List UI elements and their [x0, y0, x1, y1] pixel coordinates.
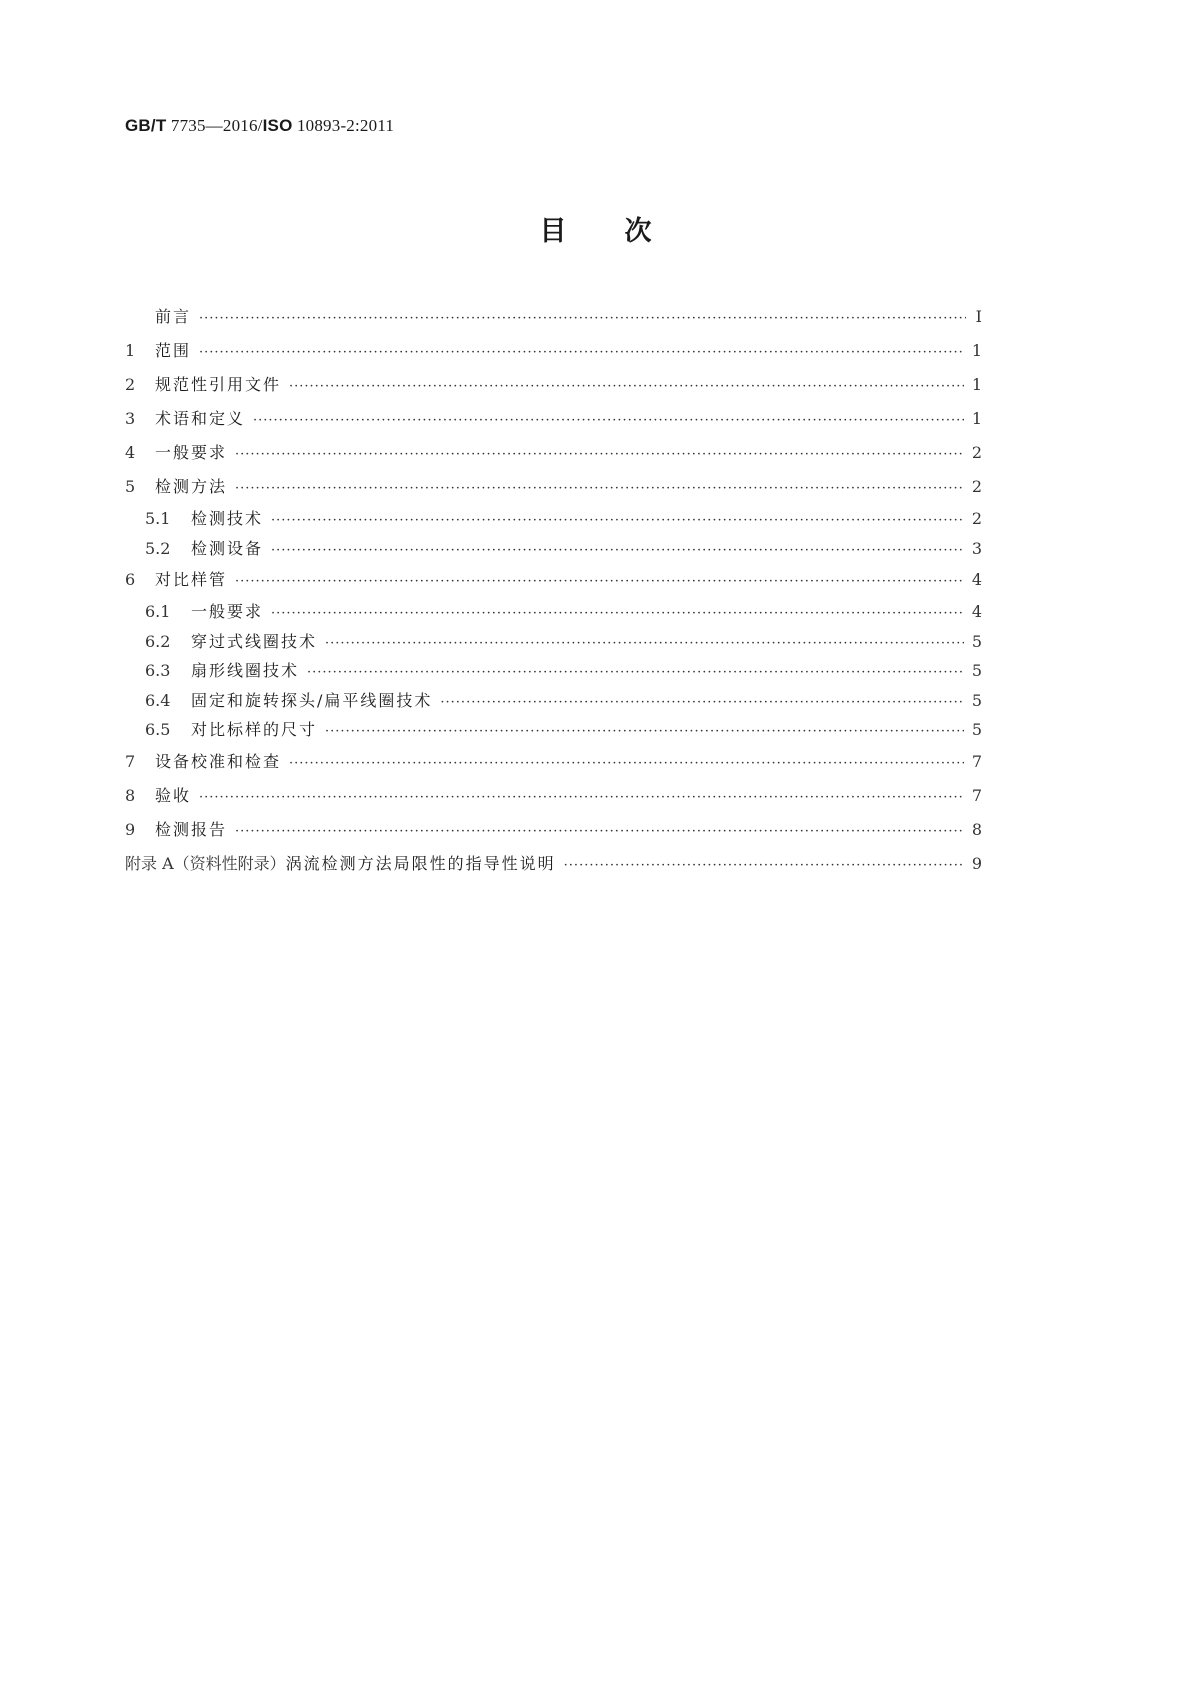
toc-entry-number: 6.5	[145, 720, 171, 739]
toc-entry[interactable]	[125, 745, 982, 779]
toc-entry-page: 4	[971, 602, 982, 621]
toc-entry[interactable]	[125, 563, 982, 597]
toc-entry-number: 2	[125, 375, 136, 394]
toc-dot-leader	[289, 747, 964, 781]
document-code	[125, 116, 394, 136]
doc-code-gb-number: 7735—2016/	[166, 116, 263, 135]
doc-code-iso: ISO	[262, 116, 293, 135]
toc-entry-number: 3	[125, 409, 136, 428]
toc-entry[interactable]	[125, 656, 982, 686]
toc-entry-page: 5	[971, 631, 982, 651]
toc-entry-page: 1	[971, 375, 982, 394]
toc-dot-leader	[199, 336, 964, 370]
toc-entry[interactable]	[125, 504, 982, 534]
toc-entry-page: 5	[971, 661, 982, 680]
table-of-contents	[125, 300, 982, 881]
toc-entry-number: 5	[125, 477, 136, 496]
toc-dot-leader	[235, 815, 964, 849]
toc-entry-number: 附录 A（资料性附录）	[125, 853, 286, 873]
toc-dot-leader	[307, 658, 964, 688]
toc-entry[interactable]	[125, 300, 982, 334]
toc-entry[interactable]	[125, 627, 982, 657]
toc-entry-label: 前言	[155, 307, 192, 326]
toc-entry-label: 验收	[155, 785, 192, 805]
toc-entry[interactable]	[125, 334, 982, 368]
toc-entry[interactable]	[125, 534, 982, 564]
toc-entry-number: 1	[125, 341, 136, 360]
toc-entry-page: 9	[971, 853, 982, 873]
toc-entry-label: 规范性引用文件	[155, 375, 282, 394]
toc-entry-number: 6.3	[145, 661, 171, 680]
toc-dot-leader	[289, 370, 964, 404]
toc-entry-label: 范围	[155, 341, 192, 360]
toc-entry-page: 2	[971, 443, 982, 462]
toc-dot-leader	[440, 688, 963, 718]
toc-entry-number: 6.2	[145, 631, 171, 651]
toc-entry-number: 5.2	[145, 538, 171, 558]
toc-entry[interactable]	[125, 779, 982, 813]
toc-entry-page: 2	[971, 509, 982, 528]
toc-entry[interactable]	[125, 402, 982, 436]
toc-entry-page: 3	[971, 538, 982, 558]
toc-dot-leader	[271, 506, 964, 536]
toc-dot-leader	[235, 438, 964, 472]
toc-entry-label: 检测设备	[191, 538, 264, 558]
toc-dot-leader	[199, 302, 966, 336]
toc-dot-leader	[235, 472, 964, 506]
toc-entry-label: 对比标样的尺寸	[191, 720, 318, 739]
toc-entry-page: Ⅰ	[975, 307, 982, 326]
toc-dot-leader	[325, 629, 964, 659]
toc-dot-leader	[271, 599, 964, 629]
toc-entry-page: 5	[971, 690, 982, 710]
toc-entry-label: 检测报告	[155, 819, 228, 839]
doc-code-gb: GB/T	[125, 116, 167, 135]
toc-dot-leader	[235, 565, 964, 599]
toc-entry-page: 1	[971, 341, 982, 360]
toc-entry-number: 9	[125, 819, 136, 839]
toc-entry[interactable]	[125, 715, 982, 745]
toc-entry-label: 一般要求	[191, 602, 264, 621]
toc-entry[interactable]	[125, 813, 982, 847]
toc-entry-label: 设备校准和检查	[155, 751, 282, 771]
toc-entry-page: 2	[971, 477, 982, 496]
toc-dot-leader	[253, 404, 964, 438]
toc-entry-page: 7	[971, 751, 982, 771]
doc-code-iso-number: 10893-2:2011	[292, 116, 395, 135]
toc-entry-number: 5.1	[145, 509, 171, 528]
toc-entry-page: 8	[971, 819, 982, 839]
toc-entry-label: 一般要求	[155, 443, 228, 462]
toc-entry-page: 5	[971, 720, 982, 739]
toc-entry-number: 4	[125, 443, 136, 462]
toc-entry-label: 检测技术	[191, 509, 264, 528]
toc-entry-page: 7	[971, 785, 982, 805]
page-title: 目次	[539, 216, 710, 247]
toc-entry-label: 术语和定义	[155, 409, 246, 428]
toc-entry-number: 6	[125, 570, 136, 589]
toc-dot-leader	[271, 536, 964, 566]
toc-entry-number: 7	[125, 751, 136, 771]
toc-entry-number: 6.1	[145, 602, 171, 621]
toc-entry-label: 穿过式线圈技术	[191, 631, 318, 651]
toc-entry[interactable]	[125, 597, 982, 627]
toc-dot-leader	[564, 849, 964, 883]
toc-entry[interactable]	[125, 686, 982, 716]
toc-entry-number: 8	[125, 785, 136, 805]
toc-entry-label: 涡流检测方法局限性的指导性说明	[285, 853, 556, 873]
toc-entry-page: 4	[971, 570, 982, 589]
toc-dot-leader	[199, 781, 964, 815]
toc-entry-page: 1	[971, 409, 982, 428]
toc-entry-label: 检测方法	[155, 477, 228, 496]
toc-entry[interactable]	[125, 847, 982, 881]
toc-entry-number: 6.4	[145, 690, 171, 710]
toc-entry[interactable]	[125, 368, 982, 402]
toc-entry-label: 扇形线圈技术	[191, 661, 300, 680]
toc-entry-label: 对比样管	[155, 570, 228, 589]
toc-entry-label: 固定和旋转探头/扁平线圈技术	[191, 690, 433, 710]
toc-entry[interactable]	[125, 470, 982, 504]
toc-dot-leader	[325, 717, 964, 747]
toc-entry[interactable]	[125, 436, 982, 470]
